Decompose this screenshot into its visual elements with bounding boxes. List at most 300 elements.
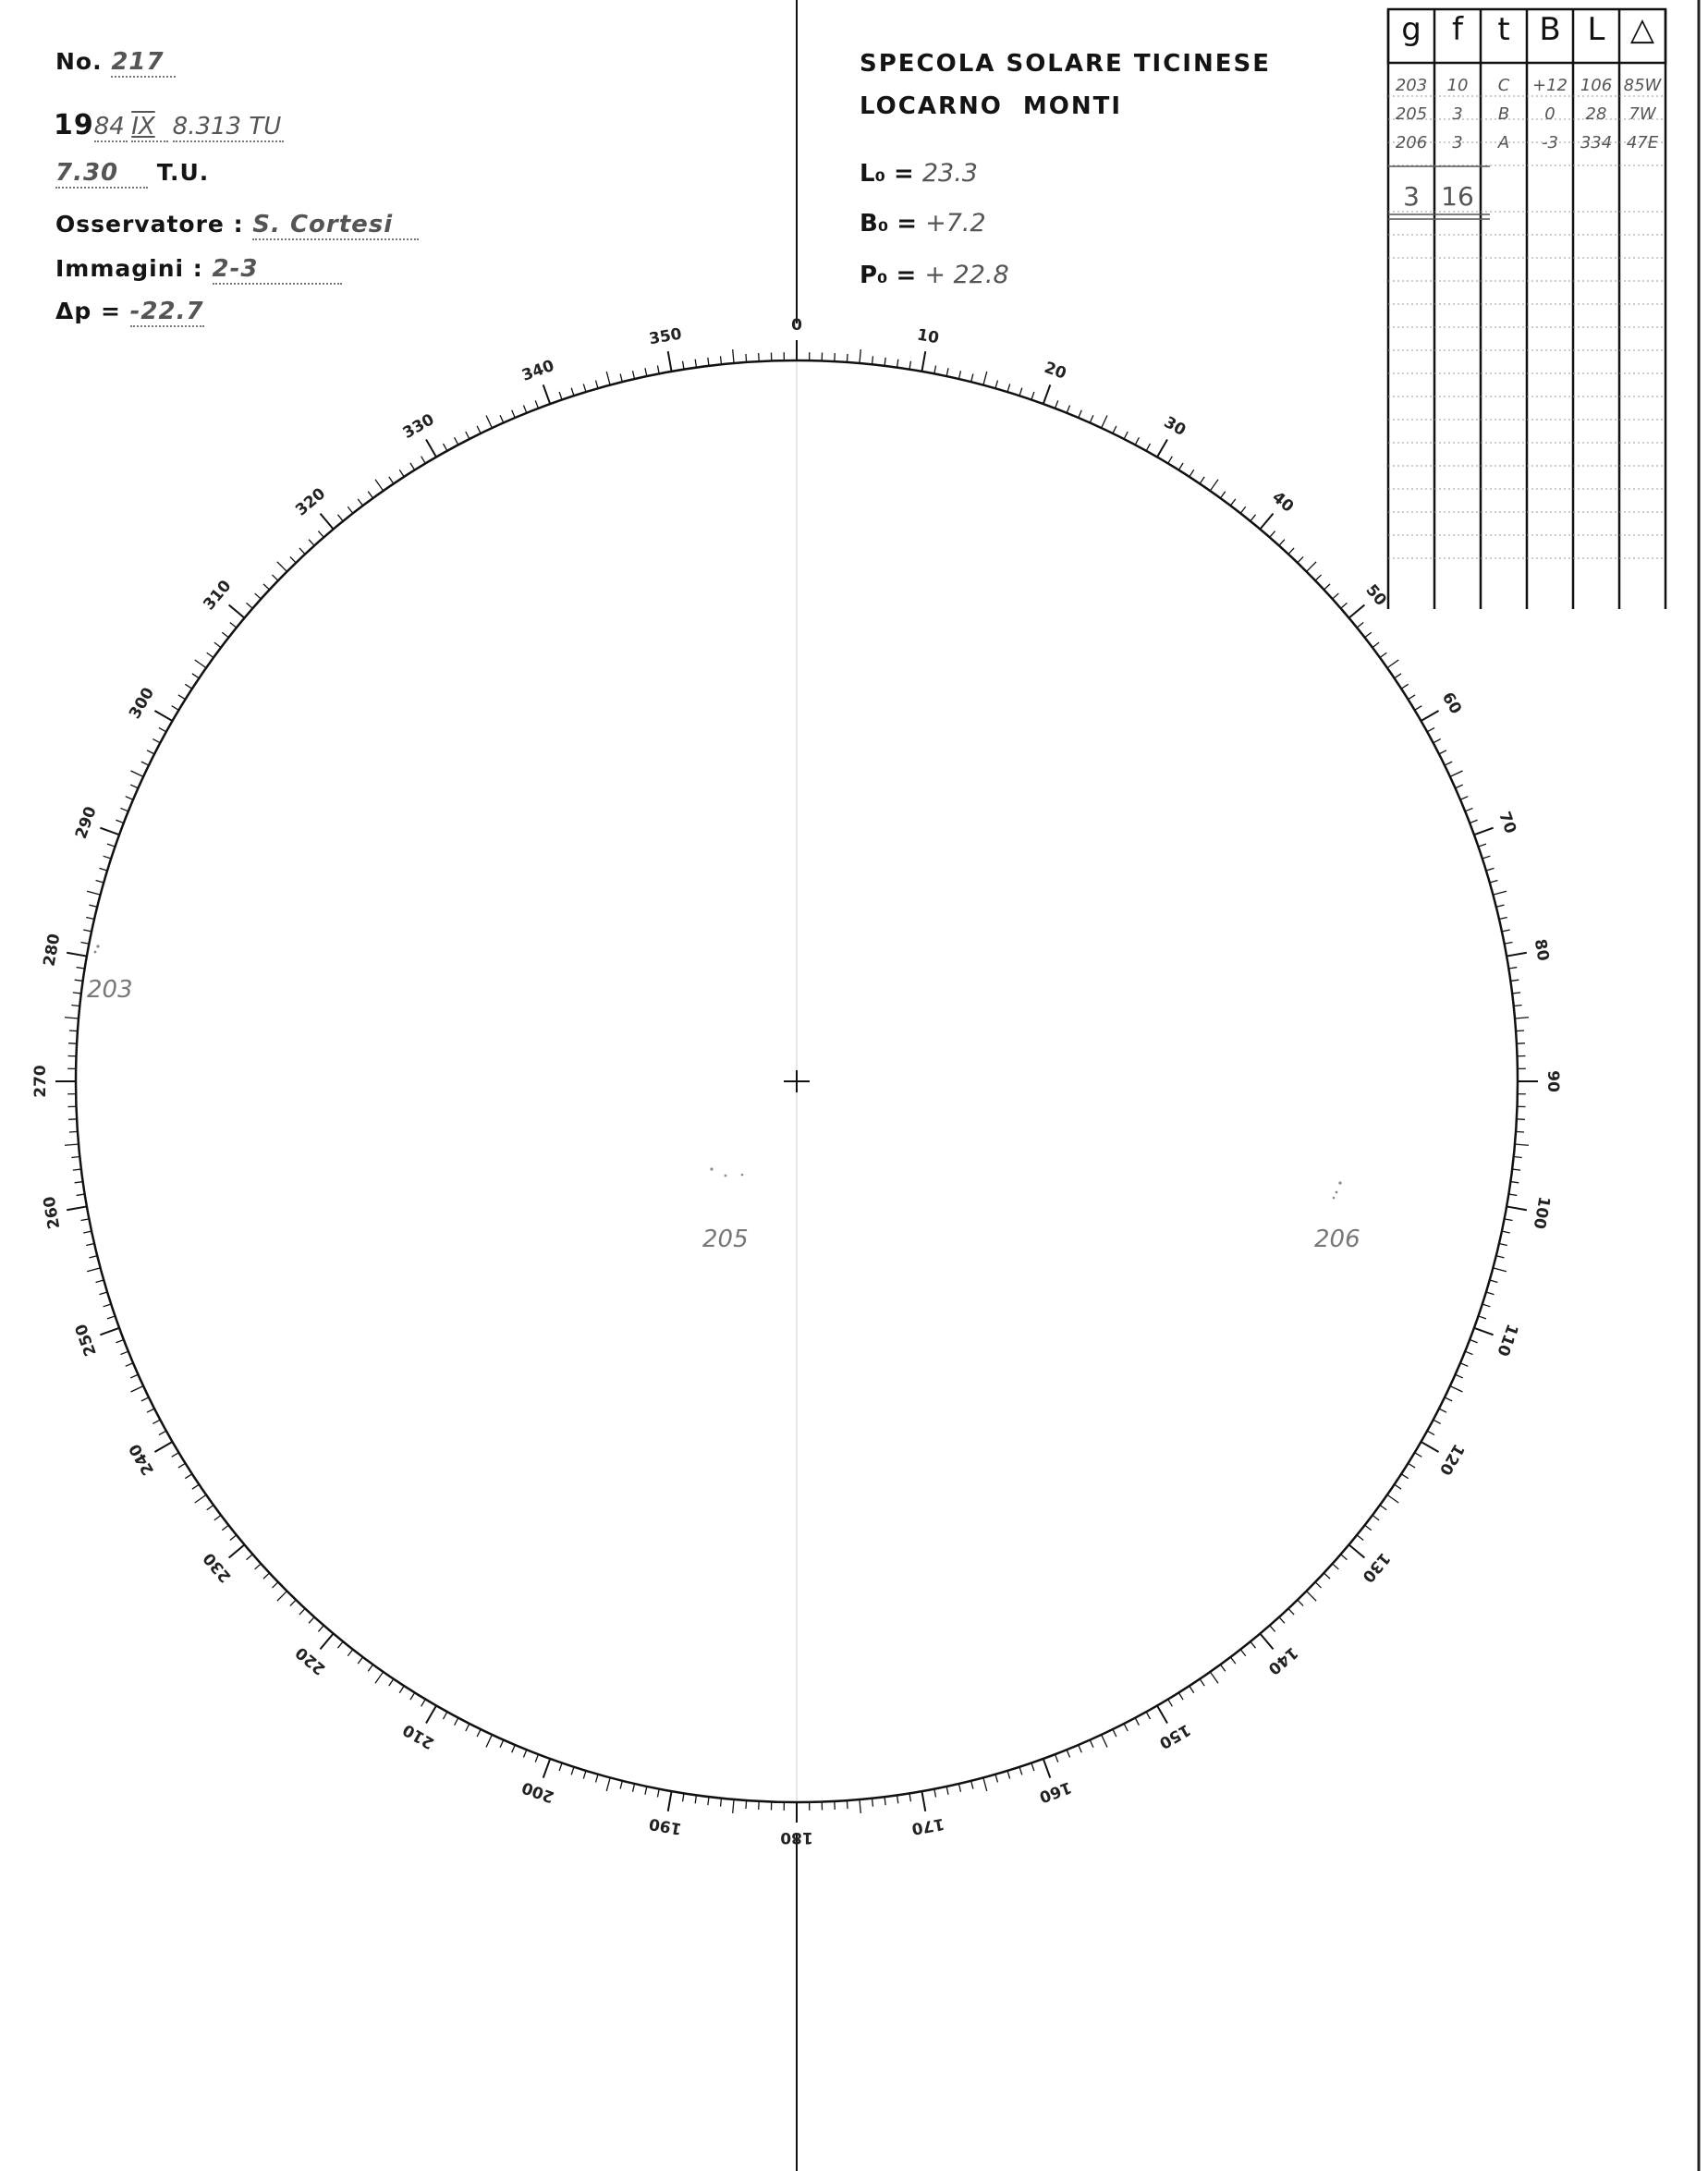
degree-tick <box>1240 506 1246 513</box>
degree-tick <box>96 1280 104 1282</box>
degree-tick <box>884 1797 885 1805</box>
degree-label: 300 <box>126 684 159 723</box>
degree-tick <box>87 891 100 895</box>
degree-tick <box>733 349 734 363</box>
degree-tick <box>934 1789 936 1798</box>
degree-tick <box>512 1745 516 1752</box>
degree-tick <box>1482 1304 1491 1307</box>
degree-tick <box>86 918 94 920</box>
degree-tick <box>1445 1397 1452 1401</box>
b0-value: +7.2 <box>925 209 986 238</box>
degree-label: 210 <box>399 1719 438 1752</box>
degree-tick <box>1499 1243 1507 1245</box>
degree-tick <box>104 1304 112 1307</box>
degree-tick <box>958 371 960 379</box>
degree-tick <box>1210 480 1218 491</box>
degree-tick <box>154 1442 172 1452</box>
degree-tick <box>1067 1750 1069 1757</box>
degree-tick <box>152 739 160 743</box>
degree-tick <box>299 1608 305 1615</box>
degree-tick <box>214 1515 221 1519</box>
degree-tick <box>1465 1351 1472 1354</box>
degree-tick <box>1019 1767 1022 1775</box>
degree-tick <box>100 1328 119 1336</box>
degree-tick <box>657 1789 659 1798</box>
degree-tick <box>1510 980 1519 981</box>
degree-tick <box>1190 470 1194 477</box>
degree-tick <box>1482 856 1491 859</box>
degree-label: 250 <box>71 1321 101 1359</box>
degree-tick <box>120 1351 128 1354</box>
degree-tick <box>1124 1724 1128 1731</box>
degree-label: 320 <box>292 484 330 520</box>
degree-tick <box>1507 953 1527 957</box>
degree-tick <box>971 1781 973 1789</box>
degree-tick <box>1415 1453 1422 1457</box>
time-value: 7.30 <box>55 159 148 189</box>
degree-tick <box>695 1795 696 1803</box>
degree-tick <box>1270 1626 1275 1632</box>
degree-tick <box>668 1791 672 1811</box>
degree-label: 340 <box>519 356 557 385</box>
degree-tick <box>1168 457 1173 464</box>
degree-tick <box>1421 1442 1438 1452</box>
degree-tick <box>1007 384 1010 392</box>
degree-tick <box>500 1740 504 1748</box>
degree-tick <box>1512 993 1520 994</box>
degree-label: 180 <box>780 1828 813 1847</box>
degree-tick <box>1395 674 1401 678</box>
degree-tick <box>255 593 262 599</box>
degree-tick <box>277 562 287 572</box>
degree-tick <box>1090 415 1093 422</box>
degree-tick <box>1230 499 1235 506</box>
degree-tick <box>1146 1712 1150 1719</box>
degree-tick <box>159 1431 166 1434</box>
degree-tick <box>107 844 116 847</box>
degree-tick <box>909 1793 910 1801</box>
degree-tick <box>500 415 504 422</box>
degree-tick <box>1408 1463 1415 1468</box>
degree-tick <box>178 695 186 700</box>
degree-tick <box>222 632 228 638</box>
degree-tick <box>126 1363 133 1367</box>
degree-tick <box>247 603 253 608</box>
degree-tick <box>86 1243 94 1245</box>
degree-tick <box>1102 1735 1107 1748</box>
degree-tick <box>897 1795 898 1803</box>
degree-tick <box>399 1686 404 1693</box>
degree-tick <box>83 1231 92 1233</box>
degree-tick <box>1220 492 1225 498</box>
degree-tick <box>872 1799 873 1807</box>
degree-tick <box>410 1692 415 1700</box>
degree-tick <box>75 1182 83 1183</box>
degree-tick <box>69 1131 78 1132</box>
degree-tick <box>1510 1182 1519 1183</box>
degree-tick <box>159 727 166 731</box>
degree-tick <box>571 1767 574 1775</box>
degree-tick <box>1434 1420 1441 1423</box>
col-g-header: g <box>1401 11 1421 48</box>
degree-tick <box>337 515 343 521</box>
degree-tick <box>1240 1650 1246 1656</box>
degree-label: 160 <box>1036 1777 1074 1807</box>
degree-tick <box>1514 1157 1522 1158</box>
spot-marks <box>94 945 1342 1199</box>
degree-tick <box>222 1525 228 1531</box>
degree-tick <box>1365 632 1372 638</box>
degree-tick <box>466 432 470 439</box>
degree-tick <box>633 1784 635 1792</box>
degree-tick <box>290 556 296 562</box>
degree-tick <box>1079 410 1082 418</box>
time-label: T.U. <box>156 159 210 186</box>
degree-tick <box>1401 1474 1409 1479</box>
table-cell: -3 <box>1542 133 1558 152</box>
degree-tick <box>1349 1544 1365 1557</box>
degree-label: 170 <box>909 1813 946 1838</box>
table-cell: B <box>1497 104 1510 124</box>
degree-tick <box>921 1791 925 1811</box>
degree-tick <box>1055 400 1058 408</box>
degree-tick <box>596 381 598 389</box>
degree-tick <box>884 358 885 366</box>
degree-tick <box>1427 727 1434 731</box>
degree-tick <box>368 1665 372 1671</box>
degree-label: 80 <box>1530 937 1553 963</box>
month-value: IX <box>131 113 168 142</box>
degree-tick <box>1079 1745 1082 1752</box>
degree-tick <box>1019 388 1022 396</box>
degree-tick <box>1496 905 1505 907</box>
degree-tick <box>120 808 128 811</box>
degree-tick <box>1055 1754 1058 1762</box>
table-cell: 206 <box>1395 133 1428 152</box>
degree-tick <box>1250 515 1256 521</box>
degree-tick <box>348 506 353 513</box>
col-t-header: t <box>1497 11 1510 48</box>
total-spots: 16 <box>1441 181 1474 212</box>
degree-tick <box>543 1759 551 1778</box>
observatory-name: SPECOLA SOLARE TICINESE <box>860 50 1271 78</box>
degree-tick <box>1341 1555 1348 1560</box>
degree-tick <box>147 1409 154 1412</box>
degree-tick <box>1507 1206 1527 1210</box>
degree-tick <box>1387 1494 1398 1503</box>
group-label-206: 206 <box>1314 1226 1360 1253</box>
degree-tick <box>1460 797 1468 800</box>
degree-tick <box>1260 1634 1273 1650</box>
degree-tick <box>1279 540 1285 546</box>
degree-tick <box>389 477 394 483</box>
degree-tick <box>1307 1592 1317 1602</box>
degree-tick <box>695 360 696 368</box>
degree-label: 150 <box>1155 1719 1194 1752</box>
degree-label: 230 <box>200 1548 236 1586</box>
degree-tick <box>99 868 107 871</box>
degree-tick <box>73 1169 81 1170</box>
degree-tick <box>426 439 436 457</box>
degree-tick <box>1357 622 1363 628</box>
degree-tick <box>1421 711 1438 721</box>
degree-tick <box>247 1555 253 1560</box>
degree-tick <box>1512 1169 1520 1170</box>
degree-tick <box>1324 1573 1330 1579</box>
degree-tick <box>71 1157 79 1158</box>
degree-tick <box>83 930 92 932</box>
degree-label: 30 <box>1160 413 1190 441</box>
degree-tick <box>1496 1256 1505 1258</box>
degree-tick <box>1499 918 1507 920</box>
degree-tick <box>983 1777 987 1790</box>
col-l-header: L <box>1587 11 1605 48</box>
table-cell: 205 <box>1395 104 1428 124</box>
degree-tick <box>512 410 516 418</box>
degree-tick <box>1380 653 1386 657</box>
degree-tick <box>946 1787 948 1795</box>
degree-tick <box>1450 771 1463 776</box>
degree-tick <box>620 1781 622 1789</box>
observer-label: Osservatore : <box>55 211 244 238</box>
degree-tick <box>995 1775 997 1783</box>
degree-tick <box>583 384 586 392</box>
degree-tick <box>1439 750 1446 754</box>
degree-tick <box>1490 881 1498 883</box>
degree-tick <box>141 762 149 765</box>
b0-label: B₀ = <box>860 210 918 238</box>
degree-tick <box>309 540 314 546</box>
year-written: 84 <box>94 113 128 142</box>
degree-tick <box>1315 1582 1321 1588</box>
table-cell: 0 <box>1544 104 1556 124</box>
degree-tick <box>389 1679 394 1686</box>
degree-tick <box>154 711 172 721</box>
degree-tick <box>1307 562 1317 572</box>
degree-tick <box>1479 1316 1487 1319</box>
degree-tick <box>229 1544 245 1557</box>
degree-tick <box>486 1735 492 1748</box>
table-cell: 10 <box>1446 76 1469 95</box>
degree-tick <box>87 1268 100 1272</box>
degree-tick <box>872 356 873 364</box>
table-cell: 28 <box>1585 104 1607 124</box>
table-cell: C <box>1497 76 1510 95</box>
degree-tick <box>421 457 426 464</box>
degree-tick <box>80 1219 89 1221</box>
degree-tick <box>477 1729 481 1737</box>
degree-tick <box>1372 642 1379 647</box>
degree-tick <box>571 388 574 396</box>
number-value: 217 <box>111 48 176 78</box>
degree-tick <box>466 1724 470 1731</box>
degree-tick <box>116 820 123 823</box>
degree-label: 20 <box>1042 358 1069 384</box>
degree-tick <box>1333 1564 1339 1569</box>
degree-tick <box>192 674 199 678</box>
degree-tick <box>1146 444 1150 451</box>
total-groups: 3 <box>1403 181 1420 212</box>
degree-tick <box>337 1641 343 1648</box>
degree-tick <box>1315 575 1321 580</box>
l0-value: 23.3 <box>921 159 978 188</box>
degree-tick <box>1210 1672 1218 1683</box>
degree-tick <box>596 1775 598 1783</box>
degree-tick <box>486 415 492 428</box>
degree-tick <box>1288 548 1294 555</box>
col-f-header: f <box>1452 11 1463 48</box>
degree-tick <box>65 1144 79 1145</box>
degree-tick <box>668 351 672 372</box>
degree-tick <box>1456 785 1463 788</box>
group-label-203: 203 <box>87 976 133 1004</box>
degree-tick <box>130 771 143 776</box>
degree-tick <box>1479 844 1487 847</box>
degree-label: 50 <box>1361 580 1390 610</box>
degree-tick <box>645 368 647 376</box>
degree-tick <box>130 785 138 788</box>
degree-tick <box>958 1784 960 1792</box>
degree-tick <box>847 354 848 362</box>
degree-tick <box>107 1316 116 1319</box>
degree-tick <box>1168 1700 1173 1707</box>
degree-tick <box>1365 1525 1372 1531</box>
degree-tick <box>1357 1535 1363 1541</box>
degree-tick <box>185 1474 192 1479</box>
images-value: 2-3 <box>213 255 342 285</box>
degree-tick <box>733 1799 734 1813</box>
degree-tick <box>230 1535 237 1541</box>
degree-tick <box>946 368 948 376</box>
degree-tick <box>1043 1759 1051 1778</box>
degree-tick <box>1298 556 1303 562</box>
degree-tick <box>606 1777 610 1790</box>
degree-tick <box>192 1484 199 1489</box>
degree-tick <box>1157 1705 1167 1723</box>
degree-tick <box>77 1194 85 1195</box>
year-printed: 19 <box>54 109 94 141</box>
degree-label: 90 <box>1543 1070 1562 1092</box>
degree-tick <box>1102 415 1107 428</box>
degree-tick <box>1260 514 1273 530</box>
degree-tick <box>130 1374 138 1378</box>
degree-tick <box>606 372 610 384</box>
degree-tick <box>73 993 81 994</box>
observer-value: S. Cortesi <box>252 211 419 240</box>
degree-tick <box>1135 437 1139 445</box>
degree-tick <box>535 400 538 408</box>
degree-tick <box>1450 1386 1463 1392</box>
degree-tick <box>152 1420 160 1423</box>
degree-tick <box>309 1617 314 1624</box>
degree-tick <box>1401 684 1409 689</box>
degree-tick <box>543 384 551 404</box>
degree-tick <box>1349 604 1365 617</box>
degree-tick <box>1324 584 1330 590</box>
degree-tick <box>1043 384 1051 404</box>
table-cell: +12 <box>1532 76 1568 95</box>
degree-label: 270 <box>31 1065 50 1098</box>
degree-tick <box>272 575 277 580</box>
degree-tick <box>263 1573 270 1579</box>
degree-tick <box>1456 1374 1463 1378</box>
degree-label: 290 <box>71 804 101 842</box>
degree-tick <box>746 354 747 362</box>
degree-tick <box>1415 706 1422 711</box>
degree-tick <box>1031 1763 1034 1772</box>
table-cell: 3 <box>1452 104 1463 124</box>
degree-tick <box>1445 762 1452 765</box>
degree-tick <box>1250 1641 1256 1648</box>
number-label: No. <box>55 48 103 75</box>
degree-tick <box>1502 930 1510 932</box>
degree-tick <box>1007 1771 1010 1779</box>
degree-tick <box>195 660 206 668</box>
degree-tick <box>263 584 270 590</box>
degree-tick <box>523 1750 526 1757</box>
degree-tick <box>1515 1144 1529 1145</box>
degree-tick <box>141 1397 149 1401</box>
degree-tick <box>455 1718 458 1726</box>
degree-tick <box>897 360 898 368</box>
degree-tick <box>633 371 635 379</box>
degree-tick <box>1135 1718 1139 1726</box>
degree-tick <box>1516 1131 1524 1132</box>
degree-tick <box>455 437 458 445</box>
l0-label: L₀ = <box>860 160 914 188</box>
degree-label: 240 <box>126 1440 159 1479</box>
degree-tick <box>1178 1692 1183 1700</box>
degree-tick <box>721 1799 722 1807</box>
degree-tick <box>1493 1268 1506 1272</box>
degree-tick <box>185 684 192 689</box>
degree-tick <box>1474 828 1494 835</box>
degree-tick <box>909 361 910 370</box>
degree-tick <box>1031 392 1034 400</box>
degree-tick <box>399 470 404 477</box>
degree-tick <box>116 1340 123 1343</box>
degree-tick <box>583 1771 586 1779</box>
degree-tick <box>657 365 659 373</box>
degree-tick <box>683 361 684 370</box>
degree-tick <box>410 463 415 470</box>
degree-tick <box>1298 1600 1303 1605</box>
degree-label: 350 <box>647 324 684 349</box>
degree-tick <box>721 356 722 364</box>
degree-tick <box>207 1505 214 1509</box>
degree-tick <box>683 1793 684 1801</box>
degree-tick <box>1067 405 1069 412</box>
degree-tick <box>921 351 925 372</box>
degree-tick <box>1178 463 1183 470</box>
degree-tick <box>1387 660 1398 668</box>
degree-tick <box>1341 603 1348 608</box>
degree-tick <box>1465 808 1472 811</box>
degree-label: 190 <box>647 1813 684 1838</box>
table-cell: A <box>1497 133 1510 152</box>
degree-tick <box>1427 1431 1434 1434</box>
degree-tick <box>746 1800 747 1809</box>
degree-tick <box>358 1657 362 1664</box>
degree-tick <box>195 1494 206 1503</box>
degree-tick <box>104 856 112 859</box>
degree-tick <box>1502 1231 1510 1233</box>
degree-tick <box>1270 531 1275 538</box>
degree-label: 60 <box>1437 689 1465 718</box>
degree-tick <box>620 373 622 382</box>
degree-tick <box>172 706 179 711</box>
degree-tick <box>1460 1363 1468 1367</box>
